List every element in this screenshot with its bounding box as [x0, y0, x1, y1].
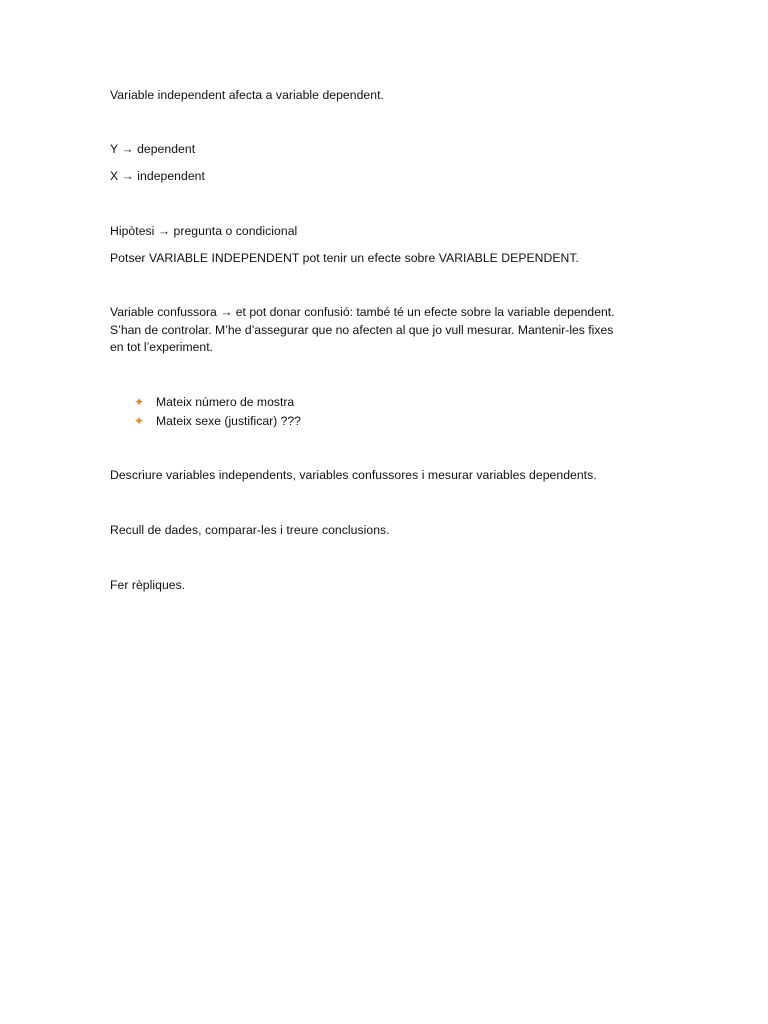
list-item-label: Mateix número de mostra [156, 395, 295, 409]
describe-line: Descriure variables independents, variables confussores i mesurar variables dependents. [110, 468, 597, 482]
data-collection-line: Recull de dades, comparar-les i treure conclusions. [110, 523, 390, 537]
bullet-list [134, 393, 301, 431]
confounding-paragraph [110, 304, 670, 357]
list-item [134, 412, 301, 431]
intro-line: Variable independent afecta a variable dependent. [110, 88, 384, 102]
confounding-line-2: S’han de controlar. M’he d’assegurar que no afecten al que jo vull mesurar. Mantenir-les fixes [110, 322, 614, 337]
replicates-line: Fer rèpliques. [110, 578, 186, 592]
x-definition: X → independent [110, 169, 205, 183]
list-item [134, 393, 301, 412]
y-definition: Y → dependent [110, 142, 196, 156]
hypothesis-example: Potser VARIABLE INDEPENDENT pot tenir un efecte sobre VARIABLE DEPENDENT. [110, 251, 579, 265]
star-bullet-icon: ✦ [134, 414, 145, 428]
confounding-line-3: en tot l’experiment. [110, 340, 213, 354]
list-item-label: Mateix sexe (justificar) ??? [156, 414, 301, 428]
star-bullet-icon: ✦ [134, 395, 145, 409]
confounding-line-1: Variable confussora → et pot donar confusió: també té un efecte sobre la variable dependent. [110, 305, 615, 319]
hypothesis-line: Hipòtesi → pregunta o condicional [110, 224, 298, 238]
